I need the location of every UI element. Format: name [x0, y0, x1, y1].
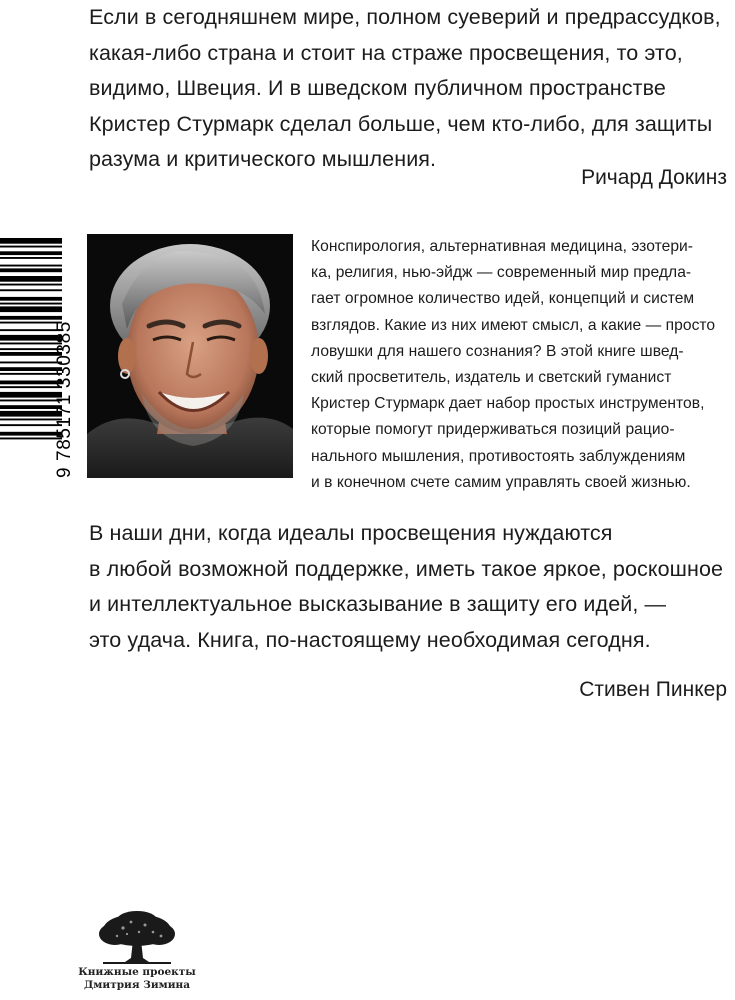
description-line: Конспирология, альтернативная медицина, эзотери- [311, 238, 694, 255]
barcode-bar [0, 297, 62, 301]
barcode-bar [0, 303, 62, 305]
description-line: нального мышления, противостоять заблуждениям [311, 447, 686, 465]
isbn-barcode [0, 234, 90, 478]
barcode-bar [0, 348, 62, 350]
quote-top-line: разума и критического мышления. [89, 147, 437, 171]
quote-bottom-line: и интеллектуальное высказывание в защиту его идей, — [89, 592, 667, 616]
barcode-number: 9 785171 330385 [54, 321, 75, 478]
tree-icon [95, 910, 179, 966]
quote-top-line: видимо, Швеция. И в шведском публичном пространстве [89, 76, 666, 100]
barcode-bar [0, 322, 62, 324]
barcode-bar [0, 438, 62, 440]
barcode-bar [0, 335, 62, 341]
quote-top-line: Кристер Стурмарк сделал больше, чем кто-либо, для защиты [89, 111, 713, 136]
barcode-bar [0, 381, 62, 385]
quote-top-line: какая-либо страна и стоит на страже просвещения, то это, [89, 40, 683, 65]
author-portrait [87, 234, 293, 478]
book-description [311, 234, 735, 496]
barcode-bar [0, 246, 62, 248]
quote-top-line: Если в сегодняшнем мире, полном суеверий и предрассудков, [89, 5, 721, 29]
barcode-bar [0, 268, 62, 272]
barcode-bar [0, 265, 62, 267]
barcode-bar [0, 405, 62, 409]
quote-bottom-line: это удача. Книга, по-настоящему необходимая сегодня. [89, 627, 651, 652]
quote-bottom-line: в любой возможной поддержке, иметь такое яркое, роскошное [89, 556, 724, 581]
quote-bottom-author: Стивен Пинкер [579, 678, 727, 701]
barcode-bar [0, 289, 62, 291]
barcode-bar [0, 276, 62, 282]
publisher-logo [78, 910, 196, 992]
barcode-bar [0, 238, 62, 244]
barcode-bar [0, 400, 62, 402]
publisher-name-line2: Дмитрия Зимина [83, 979, 191, 991]
barcode-bar [0, 352, 62, 356]
barcode-bar [0, 424, 62, 426]
barcode-graphic [0, 234, 90, 478]
barcode-bar [0, 316, 62, 320]
description-line: и в конечном счете самим управлять своей жизнью. [311, 473, 691, 491]
description-line: гает огромное количество идей, концепций и систем [311, 290, 695, 308]
description-line: ловушки для нашего сознания? В этой книге швед- [311, 342, 684, 360]
barcode-bar [0, 329, 62, 331]
quote-top-author: Ричард Докинз [581, 166, 727, 189]
barcode-bar [0, 343, 62, 345]
barcode-bar [0, 251, 62, 255]
author-photo [87, 234, 293, 478]
barcode-bar [0, 362, 62, 364]
quote-bottom [89, 516, 729, 658]
description-line: взглядов. Какие из них имеют смысл, а какие — просто [311, 316, 716, 334]
description-line: Кристер Стурмарк дает набор простых инструментов, [311, 395, 705, 413]
barcode-bar [0, 306, 62, 312]
barcode-bar [0, 373, 62, 375]
quote-bottom-line: В наши дни, когда идеалы просвещения нуждаются [89, 521, 613, 545]
barcode-bar [0, 257, 62, 259]
barcode-bar [0, 284, 62, 286]
quote-top [89, 0, 719, 178]
barcode-bar [0, 432, 62, 436]
description-line: ский просветитель, издатель и светский гуманист [311, 369, 672, 387]
barcode-bar [0, 392, 62, 398]
description-line: ка, религия, нью-эйдж — современный мир предла- [311, 264, 692, 282]
barcode-bar [0, 419, 62, 421]
barcode-bar [0, 386, 62, 388]
barcode-bar [0, 411, 62, 417]
publisher-name-line1: Книжные проекты [78, 966, 196, 978]
barcode-bar [0, 367, 62, 371]
description-line: которые помогут придерживаться позиций рацио- [311, 421, 675, 439]
